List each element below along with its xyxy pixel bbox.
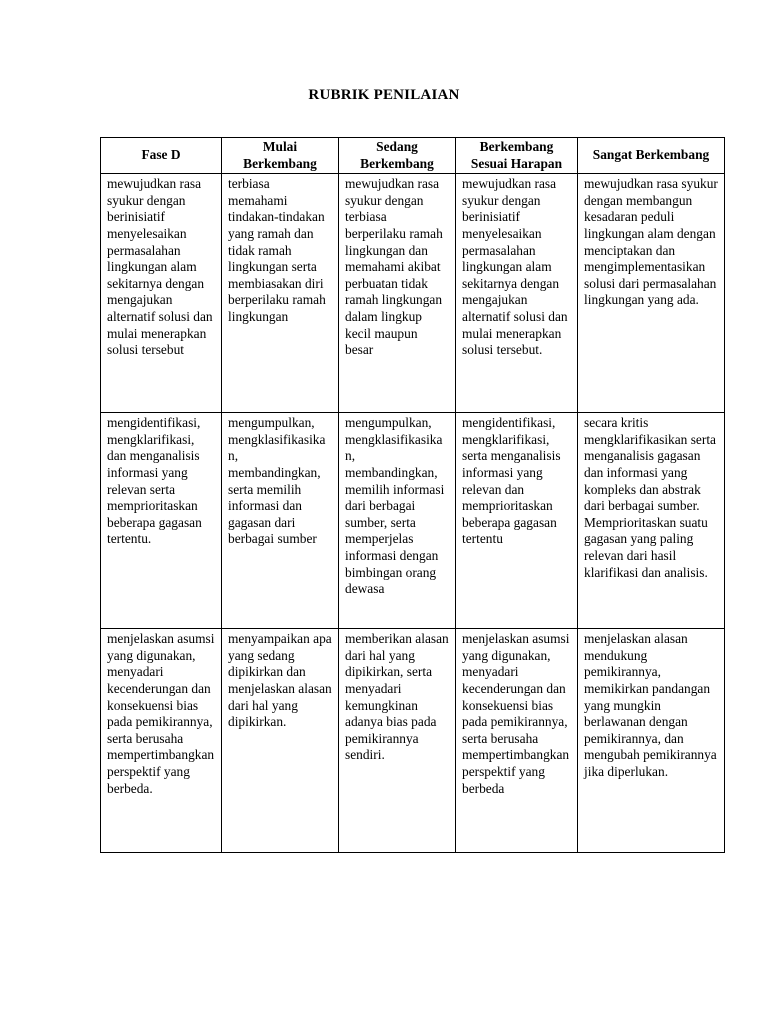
cell-sangat-berkembang: mewujudkan rasa syukur dengan membangun kesadaran peduli lingkungan alam dengan menciptakan dan mengimplementasikan solusi dari permasalahan lingkungan yang ada. — [578, 174, 725, 413]
header-sedang-berkembang: Sedang Berkembang — [339, 138, 456, 174]
cell-fase-d: menjelaskan asumsi yang digunakan, menyadari kecenderungan dan konsekuensi bias pada pemikirannya, serta berusaha mempertimbangkan perspektif yang berbeda. — [101, 629, 222, 853]
cell-sangat-berkembang: menjelaskan alasan mendukung pemikirannya, memikirkan pandangan yang mungkin berlawanan dengan pemikirannya, dan mengubah pemikirannya jika diperlukan. — [578, 629, 725, 853]
cell-sedang-berkembang: memberikan alasan dari hal yang dipikirkan, serta menyadari kemungkinan adanya bias pada pemikirannya sendiri. — [339, 629, 456, 853]
page-title: RUBRIK PENILAIAN — [308, 87, 460, 103]
cell-berkembang-sesuai-harapan: mewujudkan rasa syukur dengan berinisiatif menyelesaikan permasalahan lingkungan alam sekitarnya dengan mengajukan alternatif solusi dan mulai menerapkan solusi tersebut. — [456, 174, 578, 413]
cell-fase-d: mengidentifikasi, mengklarifikasi, dan menganalisis informasi yang relevan serta memprioritaskan beberapa gagasan tertentu. — [101, 413, 222, 629]
cell-sangat-berkembang: secara kritis mengklarifikasikan serta menganalisis gagasan dan informasi yang kompleks dan abstrak dari berbagai sumber. Memprioritaskan suatu gagasan yang paling relevan dari hasil klarifikasi dan analisis. — [578, 413, 725, 629]
table-row — [101, 413, 725, 629]
cell-mulai-berkembang: menyampaikan apa yang sedang dipikirkan dan menjelaskan alasan dari hal yang dipikirkan. — [222, 629, 339, 853]
cell-sedang-berkembang: mewujudkan rasa syukur dengan terbiasa berperilaku ramah lingkungan dan memahami akibat perbuatan tidak ramah lingkungan dalam lingkup kecil maupun besar — [339, 174, 456, 413]
table-header-row — [101, 138, 725, 174]
cell-mulai-berkembang: terbiasa memahami tindakan-tindakan yang ramah dan tidak ramah lingkungan serta membiasakan diri berperilaku ramah lingkungan — [222, 174, 339, 413]
cell-berkembang-sesuai-harapan: mengidentifikasi, mengklarifikasi, serta menganalisis informasi yang relevan dan memprioritaskan beberapa gagasan tertentu — [456, 413, 578, 629]
cell-sedang-berkembang: mengumpulkan, mengklasifikasikan, membandingkan, memilih informasi dari berbagai sumber, serta memperjelas informasi dengan bimbingan orang dewasa — [339, 413, 456, 629]
cell-mulai-berkembang: mengumpulkan, mengklasifikasikan, membandingkan, serta memilih informasi dan gagasan dari berbagai sumber — [222, 413, 339, 629]
header-sangat-berkembang: Sangat Berkembang — [578, 138, 725, 174]
table-row — [101, 629, 725, 853]
cell-fase-d: mewujudkan rasa syukur dengan berinisiatif menyelesaikan permasalahan lingkungan alam sekitarnya dengan mengajukan alternatif solusi dan mulai menerapkan solusi tersebut — [101, 174, 222, 413]
header-mulai-berkembang: Mulai Berkembang — [222, 138, 339, 174]
header-berkembang-sesuai-harapan: Berkembang Sesuai Harapan — [456, 138, 578, 174]
rubric-table — [100, 137, 725, 853]
cell-berkembang-sesuai-harapan: menjelaskan asumsi yang digunakan, menyadari kecenderungan dan konsekuensi bias pada pemikirannya, serta berusaha mempertimbangkan perspektif yang berbeda — [456, 629, 578, 853]
table-row — [101, 174, 725, 413]
header-fase-d: Fase D — [101, 138, 222, 174]
